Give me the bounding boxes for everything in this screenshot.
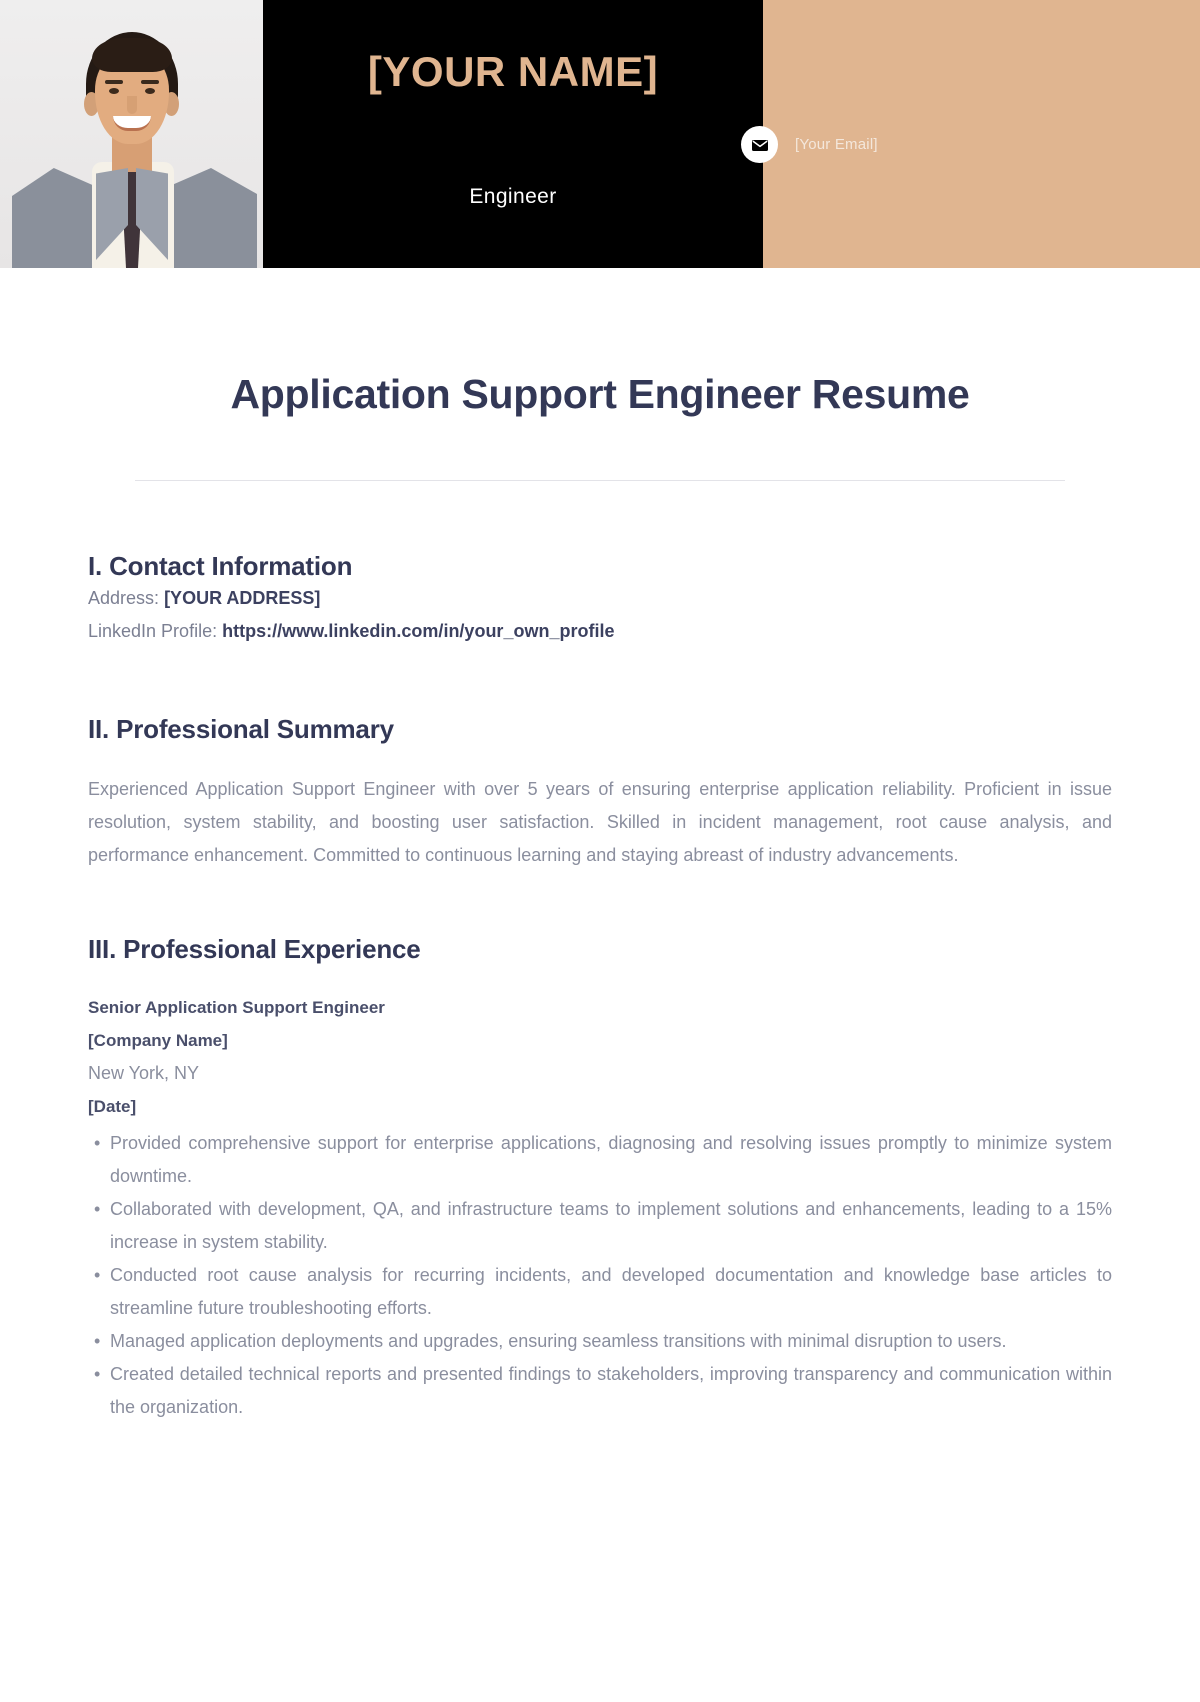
section-professional-experience	[88, 934, 1112, 1424]
address-label: Address:	[88, 588, 160, 608]
photo-eye-right	[145, 88, 155, 94]
contact-linkedin-line	[88, 615, 1112, 648]
job-title: Senior Application Support Engineer	[88, 998, 385, 1017]
experience-entry	[88, 991, 1112, 1424]
job-date: [Date]	[88, 1097, 137, 1116]
photo-eyebrow-right	[141, 80, 159, 84]
photo-nose	[127, 96, 137, 114]
job-bullet: • Managed application deployments and upgrades, ensuring seamless transitions with minimal disruption to users.	[88, 1325, 1112, 1358]
page-title: Application Support Engineer Resume	[230, 371, 970, 417]
contact-address-line	[88, 582, 1112, 615]
linkedin-label: LinkedIn Profile:	[88, 621, 218, 641]
email-row[interactable]	[741, 126, 878, 163]
email-text: [Your Email]	[795, 136, 878, 153]
job-bullet: • Provided comprehensive support for enterprise applications, diagnosing and resolving issues promptly to minimize system downtime.	[88, 1127, 1112, 1193]
summary-paragraph: Experienced Application Support Engineer with over 5 years of ensuring enterprise application reliability. Proficient in issue resolution, system stability, and boosting user satisfaction. Skilled in incident management, root cause analysis, and performance enhancement. Committed to continuous learning and staying abreast of industry advancements.	[88, 779, 1112, 865]
envelope-icon	[741, 126, 778, 163]
photo-eyebrow-left	[105, 80, 123, 84]
linkedin-value[interactable]: https://www.linkedin.com/in/your_own_profile	[222, 621, 615, 641]
contact-panel	[763, 0, 1200, 268]
photo-eye-left	[109, 88, 119, 94]
person-role: Engineer	[469, 185, 557, 208]
resume-header-banner	[0, 0, 1200, 268]
job-bullet: • Created detailed technical reports and presented findings to stakeholders, improving transparency and communication within the organization.	[88, 1358, 1112, 1424]
name-panel	[263, 0, 763, 268]
job-bullet-list	[88, 1127, 1112, 1424]
section-contact-information	[88, 551, 1112, 648]
job-company: [Company Name]	[88, 1031, 228, 1050]
profile-photo	[0, 0, 263, 268]
title-divider	[135, 480, 1065, 481]
job-bullet: • Collaborated with development, QA, and infrastructure teams to implement solutions and enhancements, leading to a 15% increase in system stability.	[88, 1193, 1112, 1259]
job-location: New York, NY	[88, 1063, 200, 1083]
section-professional-summary	[88, 714, 1112, 872]
section-heading-summary: II. Professional Summary	[88, 714, 394, 744]
job-bullet: • Conducted root cause analysis for recurring incidents, and developed documentation and knowledge base articles to streamline future troubleshooting efforts.	[88, 1259, 1112, 1325]
photo-fringe	[92, 38, 172, 72]
person-name: [YOUR NAME]	[367, 48, 659, 95]
address-value: [YOUR ADDRESS]	[164, 588, 321, 608]
section-heading-contact: I. Contact Information	[88, 551, 353, 581]
section-heading-experience: III. Professional Experience	[88, 934, 421, 964]
resume-document	[0, 371, 1200, 1424]
